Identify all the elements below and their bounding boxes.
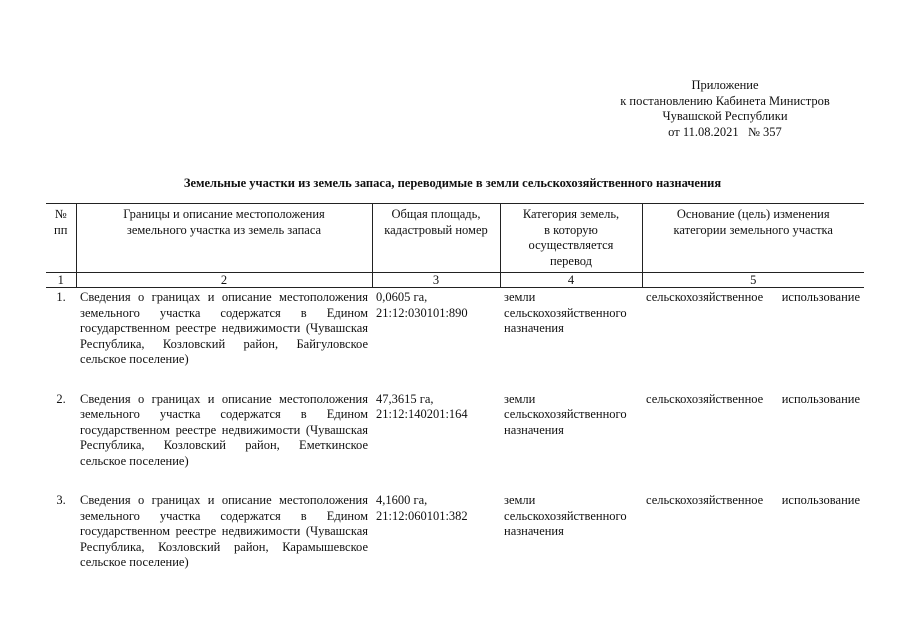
table-row [46,390,864,470]
row-cadastral: 21:12:060101:382 [376,508,468,523]
header-category: Категория земель, в которую осуществляется перевод [500,204,642,273]
row-area: 47,3615 га, [376,391,434,406]
column-number-row [46,273,864,288]
approval-title: Приложение [691,78,759,92]
header-basis: Основание (цель) изменения категории земельного участка [642,204,864,273]
row-cadastral: 21:12:140201:164 [376,407,468,421]
column-number: 2 [76,273,372,288]
row-area-cadastral [372,288,500,368]
approval-date-number: от 11.08.2021 № 357 [668,124,782,139]
row-number: 1. [56,290,66,304]
row-basis: сельскохозяйственное использование [646,391,860,406]
table-row [46,288,864,368]
column-number: 4 [500,273,642,288]
column-number: 1 [46,273,76,288]
row-area: 4,1600 га, [376,493,428,507]
row-description: Сведения о границах и описание местоположения земельного участка содержатся в Едином государственном реестре недвижимости (Чувашская Республика, Козловский район, Карамышевское сельское поселение) [80,493,368,569]
row-area-cadastral [372,491,500,571]
table-header-row [46,204,864,273]
row-area: 0,0605 га, [376,290,428,304]
document-title: Земельные участки из земель запаса, переводимые в земли сельскохозяйственного назначения [183,176,722,190]
approval-block [560,78,890,140]
row-number: 2. [56,391,66,406]
approval-republic: Чувашской Республики [662,109,788,123]
header-number: № пп [46,204,76,273]
row-category: земли сельскохозяйственного назначения [504,290,627,335]
row-area-cadastral [372,390,500,470]
row-number: 3. [56,493,66,507]
land-plots-table [46,203,864,571]
column-number: 5 [642,273,864,288]
header-area: Общая площадь, кадастровый номер [372,204,500,273]
row-cadastral: 21:12:030101:890 [376,305,468,320]
row-description: Сведения о границах и описание местоположения земельного участка содержатся в Едином государственном реестре недвижимости (Чувашская Республика, Козловский район, Еметкинское сельское поселение) [80,391,368,468]
row-category: земли сельскохозяйственного назначения [504,493,627,538]
header-boundaries: Границы и описание местоположения земельного участка из земель запаса [76,204,372,273]
row-category: земли сельскохозяйственного назначения [504,391,627,437]
row-basis: сельскохозяйственное использование [646,493,860,507]
table-row [46,491,864,571]
row-description: Сведения о границах и описание местоположения земельного участка содержатся в Едином государственном реестре недвижимости (Чувашская Республика, Козловский район, Байгуловское сельское поселение) [80,290,368,366]
column-number: 3 [372,273,500,288]
row-basis: сельскохозяйственное использование [646,290,860,304]
approval-resolution: к постановлению Кабинета Министров [620,93,830,108]
